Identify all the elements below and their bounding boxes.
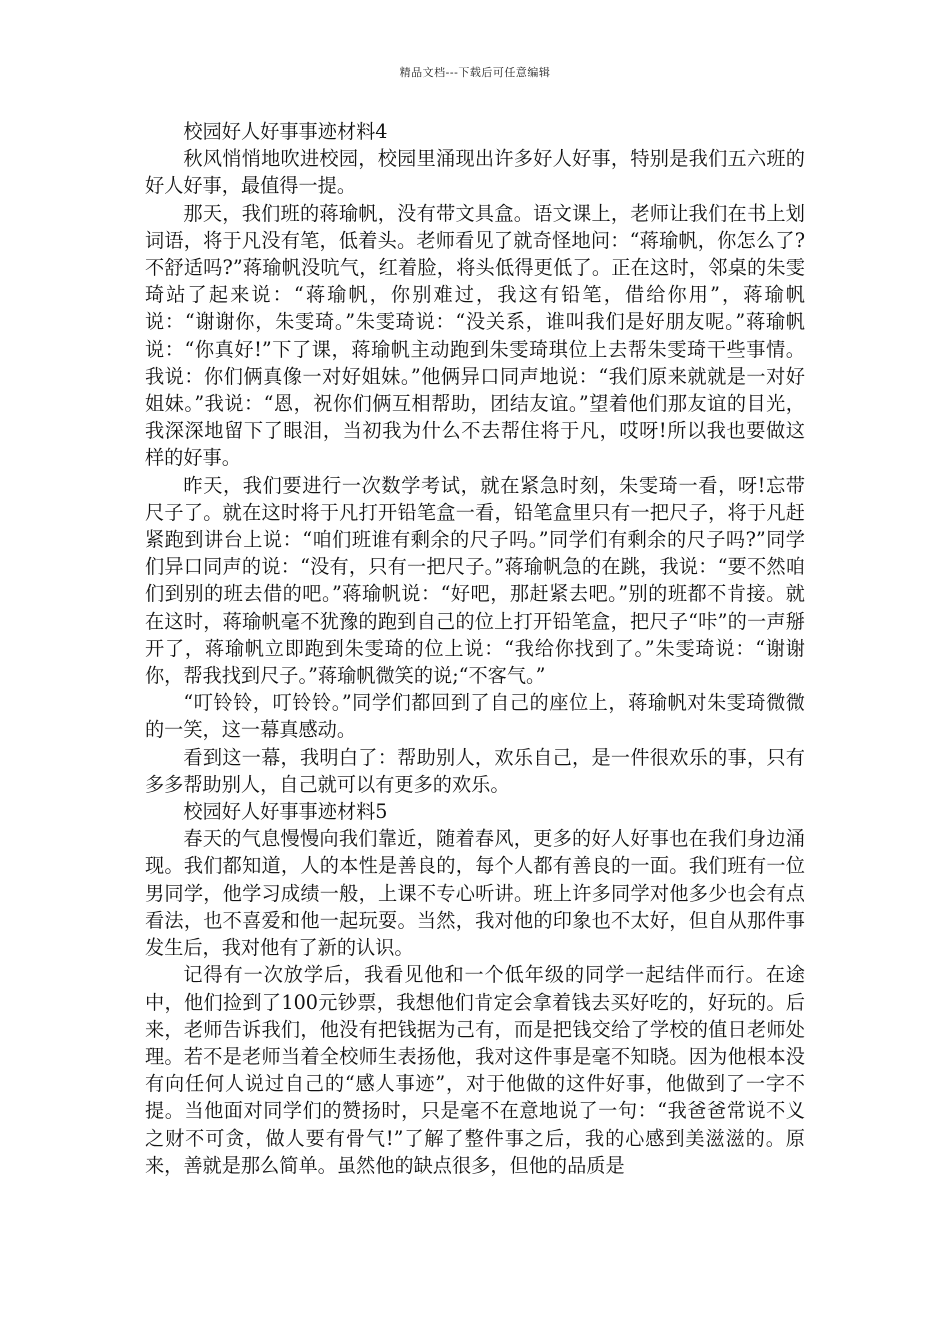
paragraph: 看到这一幕，我明白了：帮助别人，欢乐自己，是一件很欢乐的事，只有多多帮助别人，自己就可以有更多的欢乐。 — [145, 745, 805, 796]
paragraph: “叮铃铃，叮铃铃。”同学们都回到了自己的座位上，蒋瑜帆对朱雯琦微微的一笑，这一幕真感动。 — [145, 691, 805, 742]
section-title: 校园好人好事事迹材料5 — [183, 800, 388, 824]
paragraph: 那天，我们班的蒋瑜帆，没有带文具盒。语文课上，老师让我们在书上划词语，将于凡没有笔，低着头。老师看见了就奇怪地问：“蒋瑜帆，你怎么了?不舒适吗?”蒋瑜帆没吭气，红着脸，将头低得更低了。正在这时，邻桌的朱雯琦站了起来说：“蒋瑜帆，你别难过，我这有铅笔，借给你用”，蒋瑜帆说：“谢谢你，朱雯琦。”朱雯琦说：“没关系，谁叫我们是好朋友呢。”蒋瑜帆说：“你真好!”下了课，蒋瑜帆主动跑到朱雯琦琪位上去帮朱雯琦干些事情。我说：你们俩真像一对好姐妹。”他俩异口同声地说：“我们原来就就是一对好姐妹。”我说：“恩，祝你们俩互相帮助，团结友谊。”望着他们那友谊的目光，我深深地留下了眼泪，当初我为什么不去帮住将于凡，哎呀!所以我也要做这样的好事。 — [145, 201, 805, 470]
paragraph: 昨天，我们要进行一次数学考试，就在紧急时刻，朱雯琦一看，呀!忘带尺子了。就在这时将于凡打开铅笔盒一看，铅笔盒里只有一把尺子，将于凡赶紧跑到讲台上说：“咱们班谁有剩余的尺子吗。”同学们有剩余的尺子吗?”同学们异口同声的说：“没有，只有一把尺子。”蒋瑜帆急的在跳，我说：“要不然咱们到别的班去借的吧。”蒋瑜帆说：“好吧，那赶紧去吧。”别的班都不肯接。就在这时，蒋瑜帆毫不犹豫的跑到自己的位上打开铅笔盒，把尺子“咔”的一声掰开了，蒋瑜帆立即跑到朱雯琦的位上说：“我给你找到了。”朱雯琦说：“谢谢你，帮我找到尺子。”蒋瑜帆微笑的说;“不客气。” — [145, 473, 805, 688]
paragraph: 秋风悄悄地吹进校园，校园里涌现出许多好人好事，特别是我们五六班的好人好事，最值得一提。 — [145, 147, 805, 198]
page-header: 精品文档---下载后可任意编辑 — [399, 66, 551, 79]
document-body — [145, 118, 805, 1179]
section-title: 校园好人好事事迹材料4 — [183, 120, 388, 143]
paragraph: 春天的气息慢慢向我们靠近，随着春风，更多的好人好事也在我们身边涌现。我们都知道，人的本性是善良的，每个人都有善良的一面。我们班有一位男同学，他学习成绩一般，上课不专心听讲。班上许多同学对他多少也会有点看法，也不喜爱和他一起玩耍。当然，我对他的印象也不太好，但自从那件事发生后，我对他有了新的认识。 — [145, 827, 805, 960]
paragraph: 记得有一次放学后，我看见他和一个低年级的同学一起结伴而行。在途中，他们捡到了100元钞票，我想他们肯定会拿着钱去买好吃的，好玩的。后来，老师告诉我们，他没有把钱据为己有，而是把钱交给了学校的值日老师处理。若不是老师当着全校师生表扬他，我对这件事是毫不知晓。因为他根本没有向任何人说过自己的“感人事迹”，对于他做的这件好事，他做到了一字不提。当他面对同学们的赞扬时，只是毫不在意地说了一句：“我爸爸常说不义之财不可贪，做人要有骨气!”了解了整件事之后，我的心感到美滋滋的。原来，善就是那么简单。虽然他的缺点很多，但他的品质是 — [145, 963, 805, 1177]
